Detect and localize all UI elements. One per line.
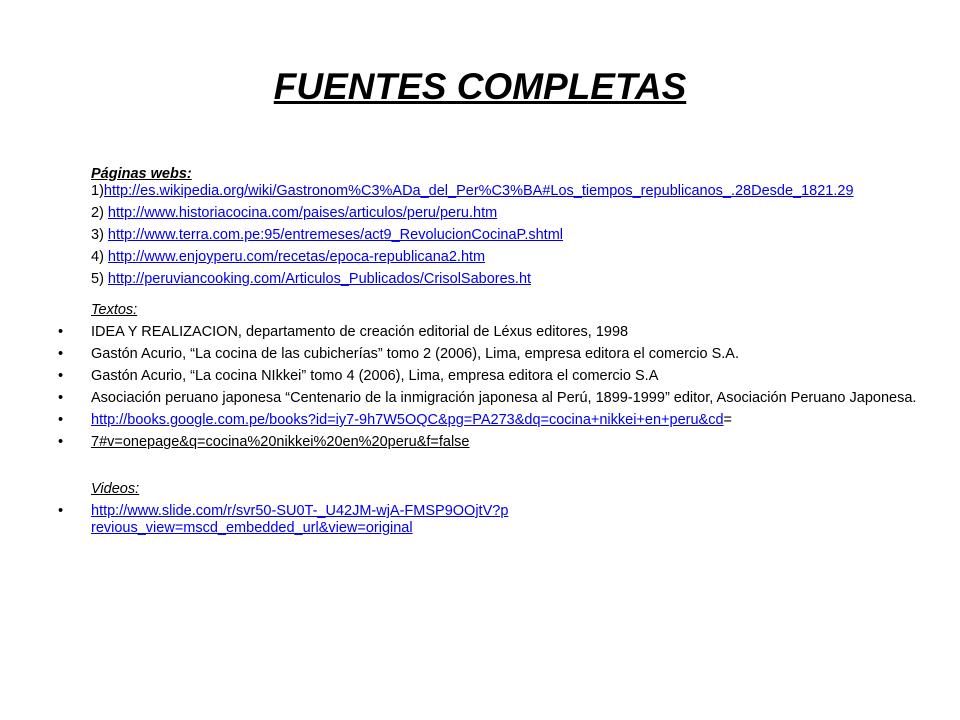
- text-source-2: • Gastón Acurio, “La cocina de las cubicherías” tomo 2 (2006), Lima, empresa editora el comercio S.A.: [58, 346, 920, 363]
- text-source-3: • Gastón Acurio, “La cocina NIkkei” tomo 4 (2006), Lima, empresa editora el comercio S.A: [58, 368, 920, 385]
- sources-content: [58, 166, 920, 542]
- books-link-item: [58, 412, 920, 429]
- text-source-4: • Asociación peruano japonesa “Centenario de la inmigración japonesa al Perú, 1899-1999” editor, Asociación Peruano Japonesa.: [58, 390, 920, 407]
- books-link-continuation-item: [58, 434, 920, 451]
- books-link[interactable]: http://books.google.com.pe/books?id=iy7-9h7W5OQC&pg=PA273&dq=cocina+nikkei+en+peru&cd: [91, 412, 724, 428]
- video-link-item: [58, 503, 920, 537]
- web-source-1-number: 1): [91, 183, 104, 199]
- videos-heading: Videos:: [91, 481, 140, 497]
- texts-heading: Textos:: [91, 302, 138, 318]
- web-source-4-link[interactable]: http://www.enjoyperu.com/recetas/epoca-republicana2.htm: [107, 249, 486, 265]
- web-source-4: [91, 249, 920, 266]
- web-source-4-number: 4): [91, 249, 108, 265]
- web-source-5-link[interactable]: http://peruviancooking.com/Articulos_Publicados/CrisolSabores.ht: [107, 271, 532, 287]
- web-source-1-link[interactable]: http://es.wikipedia.org/wiki/Gastronom%C3%ADa_del_Per%C3%BA#Los_tiempos_republicanos_.28Desde_1821.29: [103, 183, 854, 199]
- web-source-5-number: 5): [91, 271, 108, 287]
- books-link-continuation[interactable]: 7#v=onepage&q=cocina%20nikkei%20en%20peru&f=false: [91, 434, 470, 450]
- web-source-2-link[interactable]: http://www.historiacocina.com/paises/articulos/peru/peru.htm: [107, 205, 498, 221]
- text-source-1: • IDEA Y REALIZACION, departamento de creación editorial de Léxus editores, 1998: [58, 324, 920, 341]
- web-pages-section: [58, 166, 920, 288]
- web-source-2: [91, 205, 920, 222]
- web-source-3: [91, 227, 920, 244]
- books-link-suffix: =: [723, 412, 732, 428]
- web-source-3-number: 3): [91, 227, 108, 243]
- video-link[interactable]: http://www.slide.com/r/svr50-SU0T-_U42JM-wjA-FMSP9OOjtV?previous_view=mscd_embedded_url&view=original: [91, 503, 509, 536]
- web-source-3-link[interactable]: http://www.terra.com.pe:95/entremeses/act9_RevolucionCocinaP.shtml: [107, 227, 564, 243]
- web-source-2-number: 2): [91, 205, 108, 221]
- page-title: FUENTES COMPLETAS: [273, 66, 687, 107]
- web-pages-heading: Páginas webs:: [91, 166, 192, 182]
- web-source-1: [91, 183, 920, 200]
- web-source-5: [91, 271, 920, 288]
